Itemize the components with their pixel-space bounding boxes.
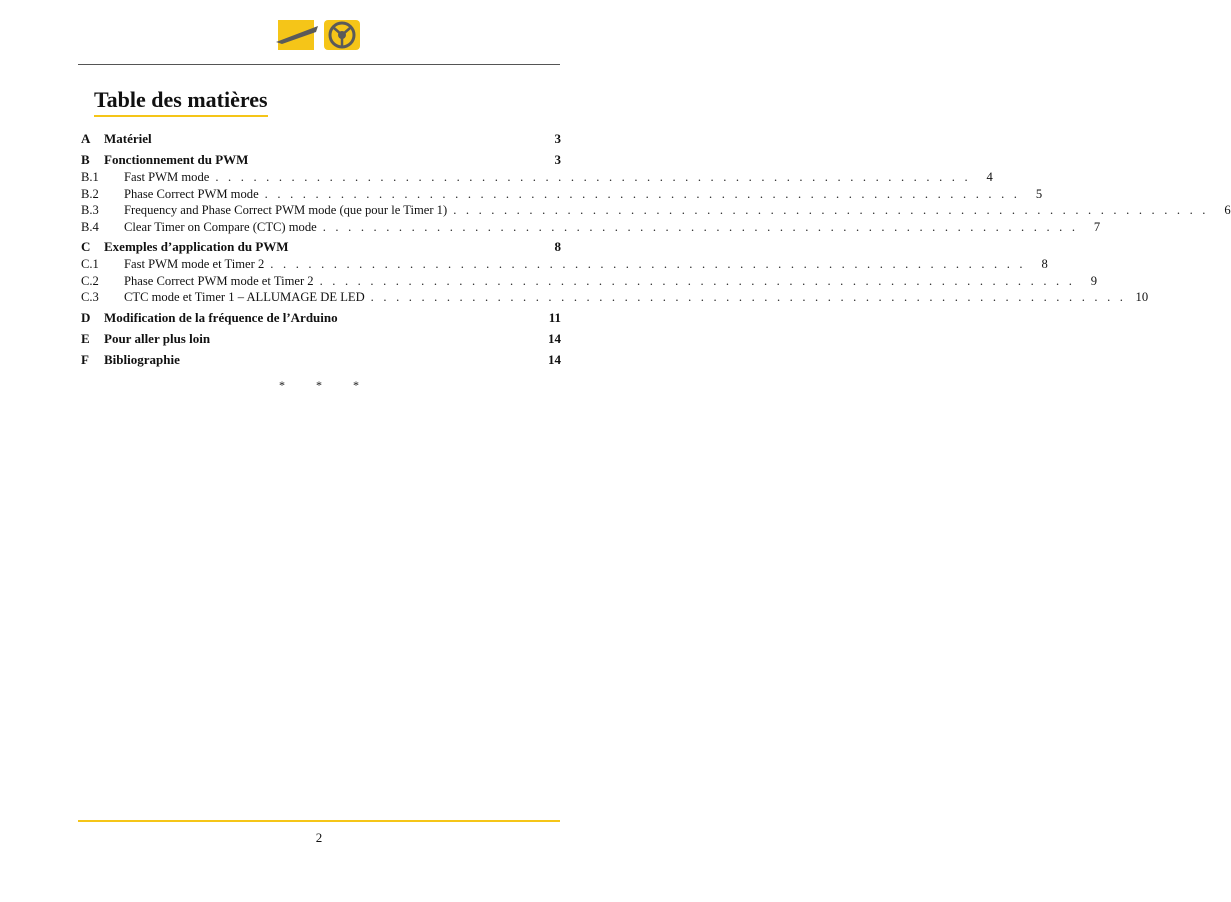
toc-section-label: C <box>81 239 91 254</box>
page-title: Table des matières <box>94 86 268 117</box>
toc-section[interactable] <box>81 238 561 256</box>
toc-subsection-label: C.1 <box>81 257 99 271</box>
toc-subsection[interactable] <box>81 219 1101 236</box>
toc-subsection[interactable] <box>81 186 1043 203</box>
toc-section[interactable] <box>81 330 561 348</box>
toc-section-label: F <box>81 351 89 367</box>
toc-subsection-label: B.4 <box>81 219 99 234</box>
toc-section-page: 3 <box>554 131 561 146</box>
toc-subsection-label: B.1 <box>81 170 99 184</box>
toc-subsection-page: 8 <box>1041 257 1048 271</box>
toc-subsection-label: C.2 <box>81 273 99 288</box>
toc-section[interactable] <box>81 130 561 148</box>
toc-subsection-title: CTC mode et Timer 1 – ALLUMAGE DE LED <box>124 290 365 304</box>
toc-subsection-page: 9 <box>1090 273 1098 288</box>
toc-dot-leader: . . . . . . . . . . . . . . . . . . . . . . . . . . . . . . . . . . . . . . . . . . . . . . . . . . . . . . . . . . . . <box>264 186 1021 201</box>
toc-section-title: Exemples d’application du PWM <box>104 239 289 254</box>
toc-subsection-page: 5 <box>1035 186 1043 201</box>
toc-section-label: E <box>81 330 90 346</box>
toc-section-title: Fonctionnement du PWM <box>104 152 249 167</box>
section-separator: * * * <box>279 378 373 392</box>
toc-section-page: 14 <box>548 351 561 367</box>
toc-section-label: D <box>81 309 91 325</box>
toc-dot-leader: . . . . . . . . . . . . . . . . . . . . . . . . . . . . . . . . . . . . . . . . . . . . . . . . . . . . . . . . . . . . <box>215 170 971 184</box>
toc-dot-leader: . . . . . . . . . . . . . . . . . . . . . . . . . . . . . . . . . . . . . . . . . . . . . . . . . . . . . . . . . . . . <box>322 219 1079 234</box>
toc-subsection-label: B.2 <box>81 186 99 201</box>
toc-subsection-title: Fast PWM mode et Timer 2 <box>124 257 265 271</box>
toc-subsection[interactable] <box>81 169 993 186</box>
toc-section-label: B <box>81 152 90 167</box>
footer-rule <box>78 820 560 822</box>
toc-subsection-page: 6 <box>1224 203 1231 217</box>
toc-subsection-page: 4 <box>986 170 993 184</box>
toc-subsection-label: C.3 <box>81 290 99 304</box>
toc-subsection-title: Frequency and Phase Correct PWM mode (que pour le Timer 1) <box>124 203 448 217</box>
toc-section-label: A <box>81 131 91 146</box>
toc-subsection-title: Fast PWM mode <box>124 170 210 184</box>
toc-section-title: Modification de la fréquence de l’Arduino <box>104 309 338 325</box>
toc-section[interactable] <box>81 351 561 369</box>
toc-section-title: Matériel <box>104 131 152 146</box>
toc-subsection[interactable] <box>81 256 1048 273</box>
toc-subsection-title: Phase Correct PWM mode <box>124 186 259 201</box>
toc-dot-leader: . . . . . . . . . . . . . . . . . . . . . . . . . . . . . . . . . . . . . . . . . . . . . . . . . . . . . . . . . . . . <box>453 203 1209 217</box>
school-logo-icon <box>276 18 362 52</box>
toc-section[interactable] <box>81 151 561 169</box>
toc-subsection[interactable] <box>81 273 1098 290</box>
toc-subsection-title: Clear Timer on Compare (CTC) mode <box>124 219 317 234</box>
toc-subsection-title: Phase Correct PWM mode et Timer 2 <box>124 273 314 288</box>
table-of-contents <box>81 130 1231 369</box>
toc-subsection-label: B.3 <box>81 203 99 217</box>
header-rule <box>78 64 560 65</box>
toc-section-page: 11 <box>548 309 561 325</box>
toc-section-title: Pour aller plus loin <box>104 330 211 346</box>
toc-dot-leader: . . . . . . . . . . . . . . . . . . . . . . . . . . . . . . . . . . . . . . . . . . . . . . . . . . . . . . . . . . . . <box>319 273 1076 288</box>
toc-section-page: 8 <box>554 239 561 254</box>
toc-section[interactable] <box>81 309 561 327</box>
toc-dot-leader: . . . . . . . . . . . . . . . . . . . . . . . . . . . . . . . . . . . . . . . . . . . . . . . . . . . . . . . . . . . . <box>270 257 1026 271</box>
toc-subsection[interactable] <box>81 289 1149 306</box>
page-number: 2 <box>315 830 323 845</box>
toc-section-title: Bibliographie <box>104 351 180 367</box>
toc-section-page: 14 <box>548 330 561 346</box>
toc-subsection[interactable] <box>81 202 1231 219</box>
toc-subsection-page: 7 <box>1093 219 1101 234</box>
toc-subsection-page: 10 <box>1135 290 1149 304</box>
toc-section-page: 3 <box>554 152 561 167</box>
toc-dot-leader: . . . . . . . . . . . . . . . . . . . . . . . . . . . . . . . . . . . . . . . . . . . . . . . . . . . . . . . . . . . . <box>370 290 1127 304</box>
